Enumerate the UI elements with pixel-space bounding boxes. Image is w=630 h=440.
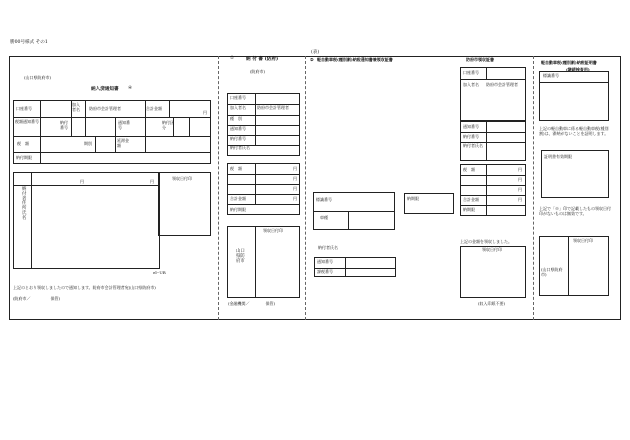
p1-row1-unit: 円: [203, 110, 207, 115]
p5-plate-box: [539, 71, 609, 121]
p5-subtitle: (継続検査用): [566, 67, 590, 72]
p4-total-label: 合計金額: [463, 197, 479, 202]
p4-rows2-2: 納付番号: [463, 134, 479, 139]
panel1-title: 納入済通知書: [91, 87, 119, 92]
p5-stamp-box: [539, 236, 609, 296]
p4-rows2-1: 通知番号: [463, 124, 479, 129]
p4-tax-label: 税 額: [463, 167, 475, 172]
p2-title: 納 付 書 (防府): [246, 57, 279, 62]
p2-receipt-stamp: 領収日付印: [263, 228, 283, 233]
p2-row3: 種 別: [230, 116, 242, 121]
panel1-stamp-box: [158, 172, 211, 236]
p4-stamp-box: [460, 246, 526, 298]
separator-2: [305, 56, 306, 320]
p2-tax-unit: 円: [293, 166, 297, 171]
p4-deadline-label: 納期限: [463, 207, 475, 212]
p1-row2-label2: 納付番号: [60, 120, 68, 130]
p4-rows2-3: 納付者氏名: [463, 143, 483, 148]
p3-deadline-label: 納期限: [407, 196, 419, 201]
p5-plate-label: 標識番号: [543, 73, 559, 78]
p5-note2: 上記で「※」印で記載したもの領収日付印がないものは無効です。: [539, 206, 611, 216]
p2-bank-vertical: 山口県防府市: [236, 249, 245, 264]
p2-tax-label: 税 額: [230, 166, 242, 171]
p5-note: 上記の軽自動車に係る軽自動車税(種別割)は、滞納がないことを証明します。: [539, 126, 609, 136]
p1-deadline-label: 納付期限: [16, 155, 32, 160]
p4-unit2: 円: [518, 177, 522, 182]
p4-footer: (収入印紙不要): [478, 301, 506, 306]
p3-type-label: 車種: [320, 215, 328, 220]
p4-table: [460, 67, 526, 121]
p1-row3-label2: 期別: [84, 141, 92, 146]
p2-row1: 口座番号: [230, 95, 246, 100]
p1-yen2: 円: [150, 179, 154, 184]
p3-plate-label: 標識番号: [316, 197, 332, 202]
p4-unit4: 円: [518, 197, 522, 202]
p2-payee: (防府市): [250, 69, 266, 74]
p2-row6: 納付者氏名: [230, 145, 250, 150]
p2-row5: 納付番号: [230, 136, 246, 141]
p4-received-text: 上記の金額を領収しました。: [460, 239, 512, 244]
p1-row3-label: 税 額: [17, 141, 29, 146]
p2-circle: ①: [230, 56, 235, 61]
p4-unit1: 円: [518, 167, 522, 172]
p1-row1-label2: 加入者名: [72, 102, 80, 112]
p1-row1-label3: 合計金額: [146, 106, 162, 111]
form-label: 勝00号様式 その1: [10, 40, 48, 45]
p2-unit2: 円: [293, 186, 297, 191]
panel1-circle: ④: [128, 86, 133, 91]
p4-receipt-stamp: 領収日付印: [482, 247, 502, 252]
p3-circle: ②: [310, 57, 314, 62]
p1-row2-label4: 納付区分: [162, 120, 174, 130]
p1-receipt-stamp: 領収日付印: [172, 176, 192, 181]
front-marker: (表): [311, 50, 320, 55]
p5-receipt-stamp: 領収日付印: [573, 238, 593, 243]
p2-row2: 加入者名: [230, 105, 246, 110]
p5-title: 軽自動車税(種別割)納税証明書: [541, 60, 597, 65]
p1-yen1: 円: [80, 179, 84, 184]
p2-unit1: 円: [293, 176, 297, 181]
p4-title: 防府市領収証書: [466, 57, 494, 62]
panel1-payee: (山口県防府市): [24, 75, 52, 80]
p2-row2-value: 防府市会計管理者: [257, 105, 289, 110]
p3-payer-label: 納付者氏名: [318, 245, 338, 250]
panel1-amount-box: [13, 172, 160, 269]
separator-3: [533, 56, 534, 320]
p4-unit3: 円: [518, 187, 522, 192]
p5-validity-label: 証明書有効期限: [544, 154, 572, 159]
p1-row2-label: 税額通知番号: [15, 119, 39, 124]
p5-issuer: (山口県防府市): [541, 267, 563, 277]
p4-row1: 口座番号: [463, 70, 479, 75]
p3-tax-no: 課税番号: [317, 269, 333, 274]
p1-footer2: (防府市／ 保管): [13, 296, 61, 301]
p4-row2-value: 防府市会計管理者: [486, 82, 518, 87]
p4-row2: 加入者名: [463, 82, 479, 87]
p1-row1-value: 防府市会計管理者: [89, 106, 121, 111]
p3-notice-no: 通知番号: [317, 259, 333, 264]
p2-total-unit: 円: [293, 196, 297, 201]
p1-payer-vertical: 納付者住所氏名: [22, 187, 27, 221]
p1-row2-label3: 通知番号: [118, 120, 130, 130]
p1-footer: 上記のとおり領収しましたので通知します。防府市会計管理者宛(山口県防府市): [13, 285, 156, 290]
p2-footer: (金融機関／ 保管): [228, 301, 276, 306]
separator-1: [218, 56, 219, 320]
p1-page-mark: el--UR: [153, 270, 166, 275]
p1-row1-label: 口座番号: [16, 106, 32, 111]
p2-row4: 通知番号: [230, 126, 246, 131]
p3-title: 軽自動車税(種別割)納稅通知書兼領収証書: [317, 57, 393, 62]
p2-deadline-label: 納付期限: [230, 207, 246, 212]
p2-total-label: 合計金額: [230, 196, 246, 201]
p1-row3-label3: 延滞金額: [117, 138, 129, 148]
